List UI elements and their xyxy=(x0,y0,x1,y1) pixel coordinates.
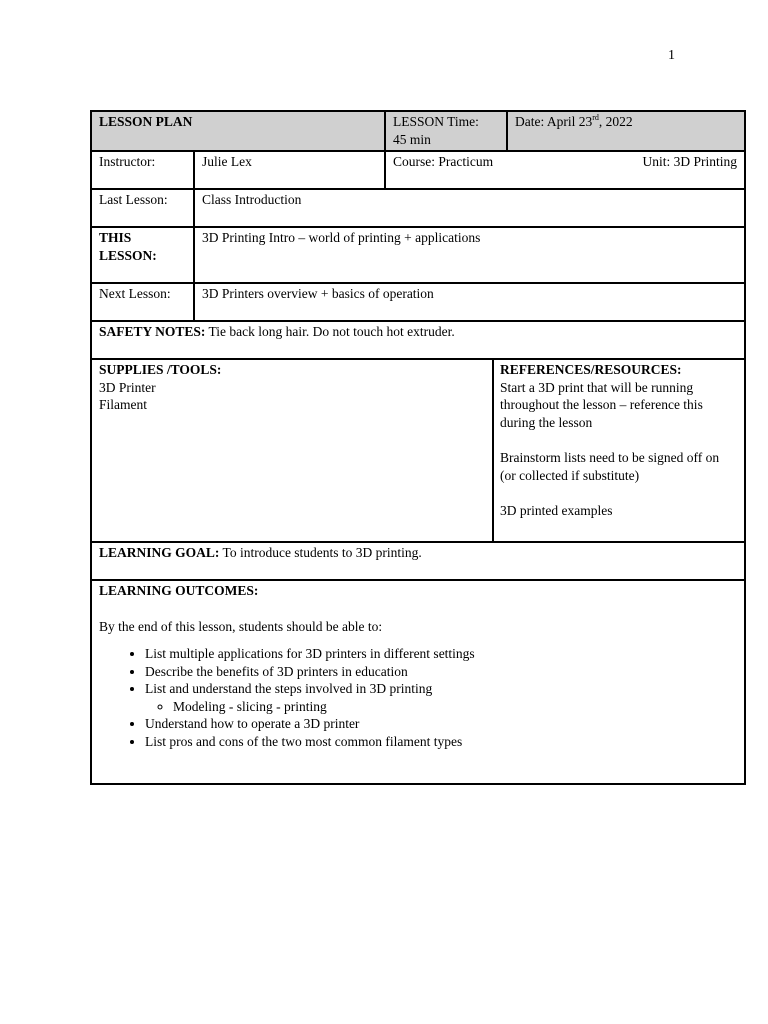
safety-notes xyxy=(91,321,745,359)
outcome-item: • List multiple applications for 3D printers in different settings xyxy=(145,645,737,663)
this-lesson-value: 3D Printing Intro – world of printing + applications xyxy=(194,227,745,283)
outcome-item: • List pros and cons of the two most common filament types xyxy=(145,733,737,751)
learning-goal-row xyxy=(91,542,745,580)
safety-row xyxy=(91,321,745,359)
safety-label: SAFETY NOTES: xyxy=(99,324,206,339)
learning-goal-text: To introduce students to 3D printing. xyxy=(219,545,422,560)
lesson-time-cell xyxy=(385,111,507,151)
unit-value: Unit: 3D Printing xyxy=(642,154,737,169)
course-value: Course: Practicum xyxy=(393,154,494,169)
date-cell xyxy=(507,111,745,151)
last-lesson-value: Class Introduction xyxy=(194,189,745,227)
references-paragraph: 3D printed examples xyxy=(500,503,613,518)
outcome-sublist xyxy=(145,698,737,716)
outcome-item-text: List and understand the steps involved in 3D printing xyxy=(145,681,433,696)
references-paragraph: Brainstorm lists need to be signed off on (or collected if substitute) xyxy=(500,450,720,483)
outcome-subitem: ◦ Modeling - slicing - printing xyxy=(173,698,737,716)
learning-outcomes-cell xyxy=(91,580,745,784)
lesson-time-label: LESSON Time: xyxy=(393,114,479,129)
learning-goal xyxy=(91,542,745,580)
this-lesson-label xyxy=(91,227,194,283)
learning-outcomes-label: LEARNING OUTCOMES: xyxy=(99,583,259,598)
instructor-value: Julie Lex xyxy=(194,151,385,189)
this-lesson-label-line2: LESSON: xyxy=(99,247,157,263)
last-lesson-label: Last Lesson: xyxy=(91,189,194,227)
learning-outcomes-intro: By the end of this lesson, students should be able to: xyxy=(99,618,383,634)
supplies-item: 3D Printer xyxy=(99,379,156,395)
safety-text: Tie back long hair. Do not touch hot extruder. xyxy=(205,324,455,339)
course-cell xyxy=(385,151,745,189)
outcomes-list xyxy=(99,645,737,750)
lesson-plan-table xyxy=(90,110,746,785)
this-lesson-row xyxy=(91,227,745,283)
supplies-item: Filament xyxy=(99,397,147,412)
instructor-row xyxy=(91,151,745,189)
learning-goal-label: LEARNING GOAL: xyxy=(99,545,220,560)
lesson-plan-title: LESSON PLAN xyxy=(91,111,385,151)
date-prefix: Date: April 23 xyxy=(515,114,593,129)
date-suffix: , 2022 xyxy=(598,114,633,129)
references-paragraph: Start a 3D print that will be running throughout the lesson – reference this during the lesson xyxy=(500,379,703,430)
lesson-time-value: 45 min xyxy=(393,131,431,147)
header-row xyxy=(91,111,745,151)
instructor-label: Instructor: xyxy=(91,151,194,189)
supplies-references-row xyxy=(91,359,745,542)
last-lesson-row xyxy=(91,189,745,227)
next-lesson-row xyxy=(91,283,745,321)
this-lesson-label-line1: THIS xyxy=(99,230,132,245)
supplies-label: SUPPLIES /TOOLS: xyxy=(99,362,222,377)
next-lesson-label: Next Lesson: xyxy=(91,283,194,321)
outcome-item: • Understand how to operate a 3D printer xyxy=(145,715,737,733)
references-label: REFERENCES/RESOURCES: xyxy=(500,362,682,377)
date-sup: rd xyxy=(592,113,599,122)
outcome-item xyxy=(145,680,737,715)
page-number: 1 xyxy=(668,48,675,63)
references-cell xyxy=(493,359,745,542)
outcome-item: • Describe the benefits of 3D printers in education xyxy=(145,663,737,681)
supplies-cell xyxy=(91,359,493,542)
next-lesson-value: 3D Printers overview + basics of operation xyxy=(194,283,745,321)
learning-outcomes-row xyxy=(91,580,745,784)
